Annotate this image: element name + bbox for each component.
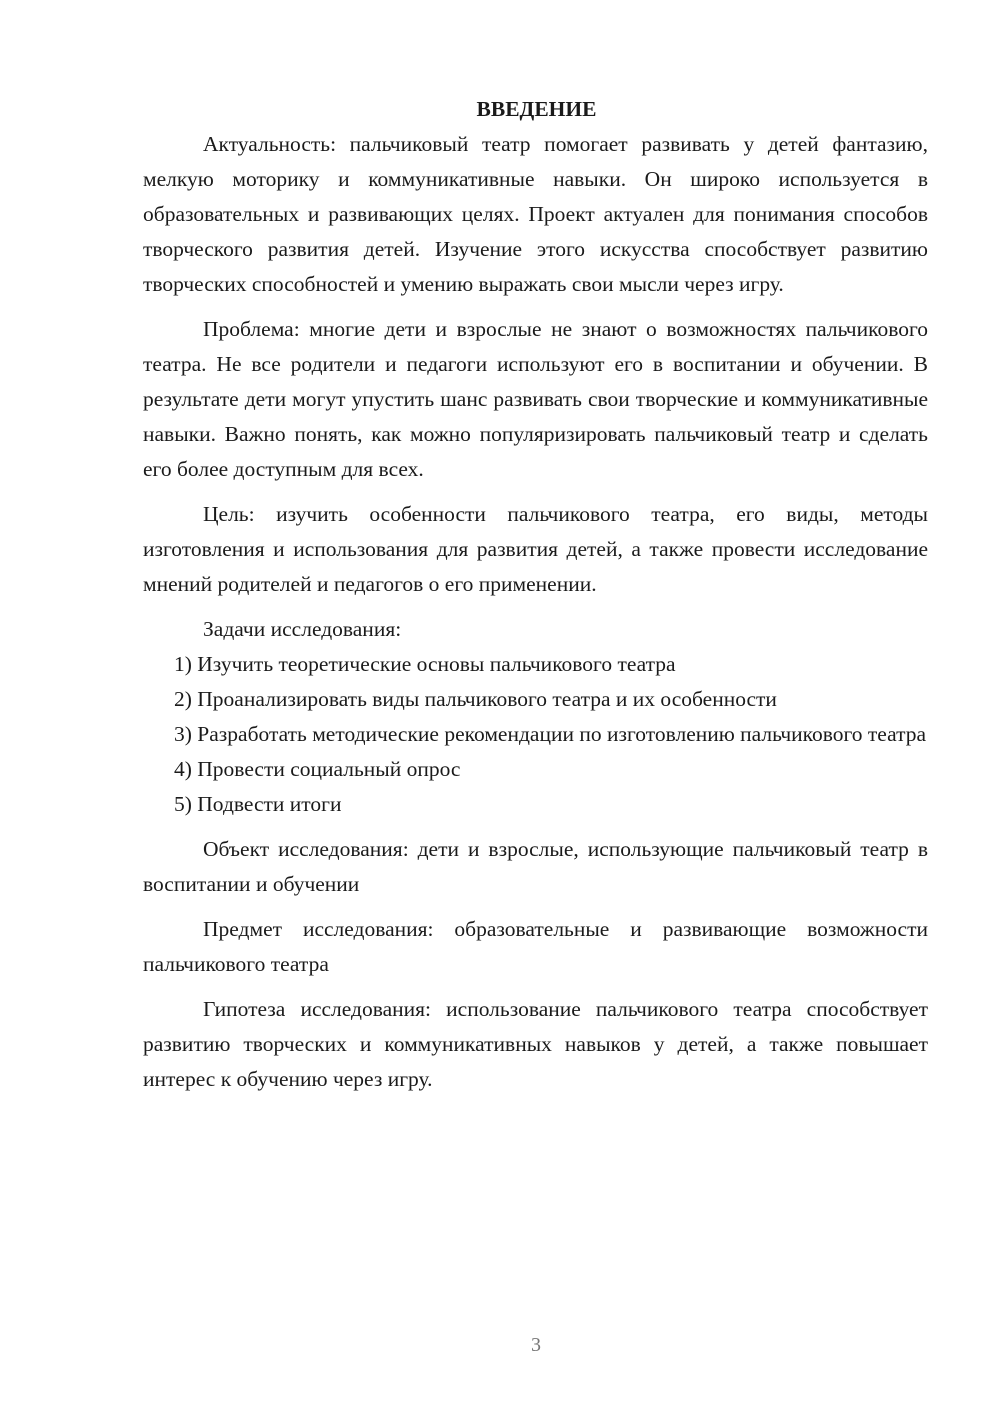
task-item-2: 2) Проанализировать виды пальчикового театра и их особенности	[174, 687, 777, 711]
document-page	[143, 92, 928, 1097]
page-number: 3	[531, 1334, 541, 1356]
task-item-5: 5) Подвести итоги	[174, 792, 342, 816]
task-item-4: 4) Провести социальный опрос	[174, 757, 461, 781]
problem-paragraph: Проблема: многие дети и взрослые не знают о возможностях пальчикового театра. Не все родители и педагоги используют его в воспитании и обучении. В результате дети могут упустить шанс развивать свои творческие и коммуникативные навыки. Важно понять, как можно популяризировать пальчиковый театр и сделать его более доступным для всех.	[143, 317, 928, 481]
goal-paragraph: Цель: изучить особенности пальчикового театра, его виды, методы изготовления и использования для развития детей, а также провести исследование мнений родителей и педагогов о его применении.	[143, 502, 928, 596]
relevance-paragraph: Актуальность: пальчиковый театр помогает развивать у детей фантазию, мелкую моторику и коммуникативные навыки. Он широко используется в образовательных и развивающих целях. Проект актуален для понимания способов творческого развития детей. Изучение этого искусства способствует развитию творческих способностей и умению выражать свои мысли через игру.	[143, 132, 928, 296]
task-item-1: 1) Изучить теоретические основы пальчикового театра	[174, 652, 676, 676]
task-item-3: 3) Разработать методические рекомендации по изготовлению пальчикового театра	[174, 722, 927, 746]
tasks-intro: Задачи исследования:	[203, 617, 402, 641]
hypothesis-paragraph: Гипотеза исследования: использование пальчикового театра способствует развитию творческих и коммуникативных навыков у детей, а также повышает интерес к обучению через игру.	[143, 997, 928, 1091]
subject-paragraph: Предмет исследования: образовательные и развивающие возможности пальчикового театра	[143, 917, 928, 976]
section-heading: ВВЕДЕНИЕ	[476, 97, 597, 121]
object-paragraph: Объект исследования: дети и взрослые, использующие пальчиковый театр в воспитании и обучении	[143, 837, 928, 896]
